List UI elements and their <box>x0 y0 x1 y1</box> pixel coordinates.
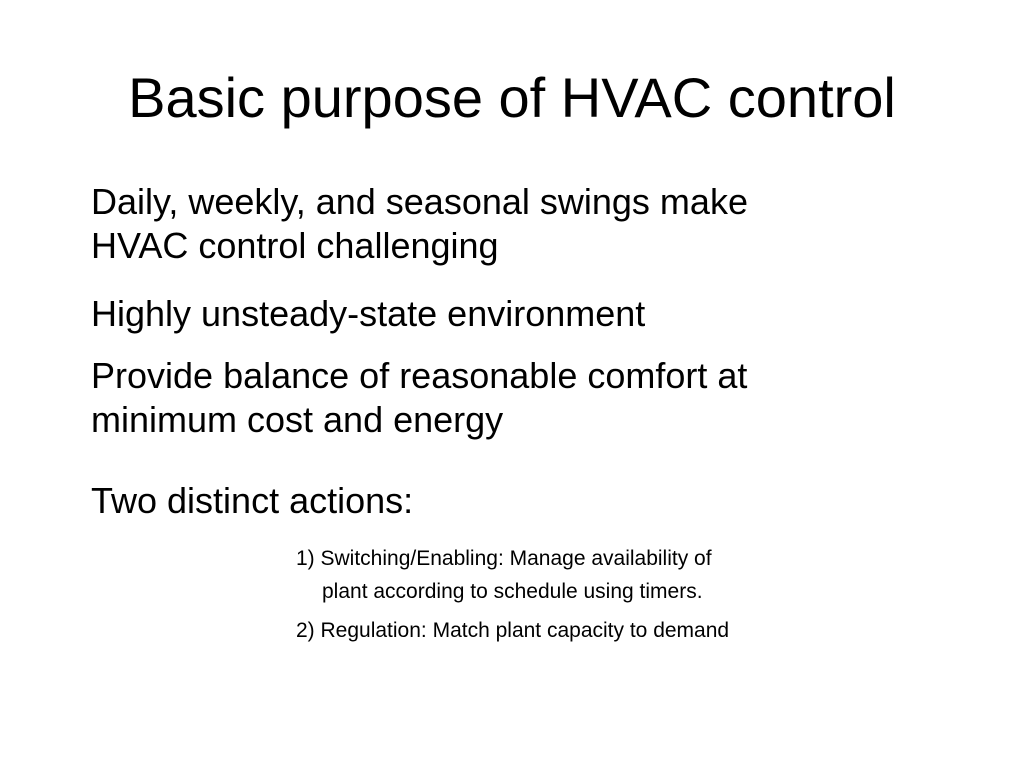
bullet-line: HVAC control challenging <box>91 225 499 266</box>
bullet-line: Daily, weekly, and seasonal swings make <box>91 181 748 222</box>
sub-item-line: plant according to schedule using timers. <box>322 580 703 603</box>
sub-item-line: 1) Switching/Enabling: Manage availability of <box>296 547 712 570</box>
bullet-line: minimum cost and energy <box>91 399 504 440</box>
bullet-line: Two distinct actions: <box>91 480 414 521</box>
bullet-two-actions <box>91 479 851 523</box>
bullet-daily-swings <box>91 180 851 268</box>
sub-item-line: 2) Regulation: Match plant capacity to demand <box>296 619 730 642</box>
sub-item-regulation <box>296 614 856 647</box>
bullet-line: Provide balance of reasonable comfort at <box>91 355 748 396</box>
bullet-balance <box>91 354 851 442</box>
bullet-line: Highly unsteady-state environment <box>91 293 646 334</box>
sub-item-switching <box>296 542 856 608</box>
bullet-unsteady-state <box>91 292 851 336</box>
slide-title: Basic purpose of HVAC control <box>128 66 896 129</box>
